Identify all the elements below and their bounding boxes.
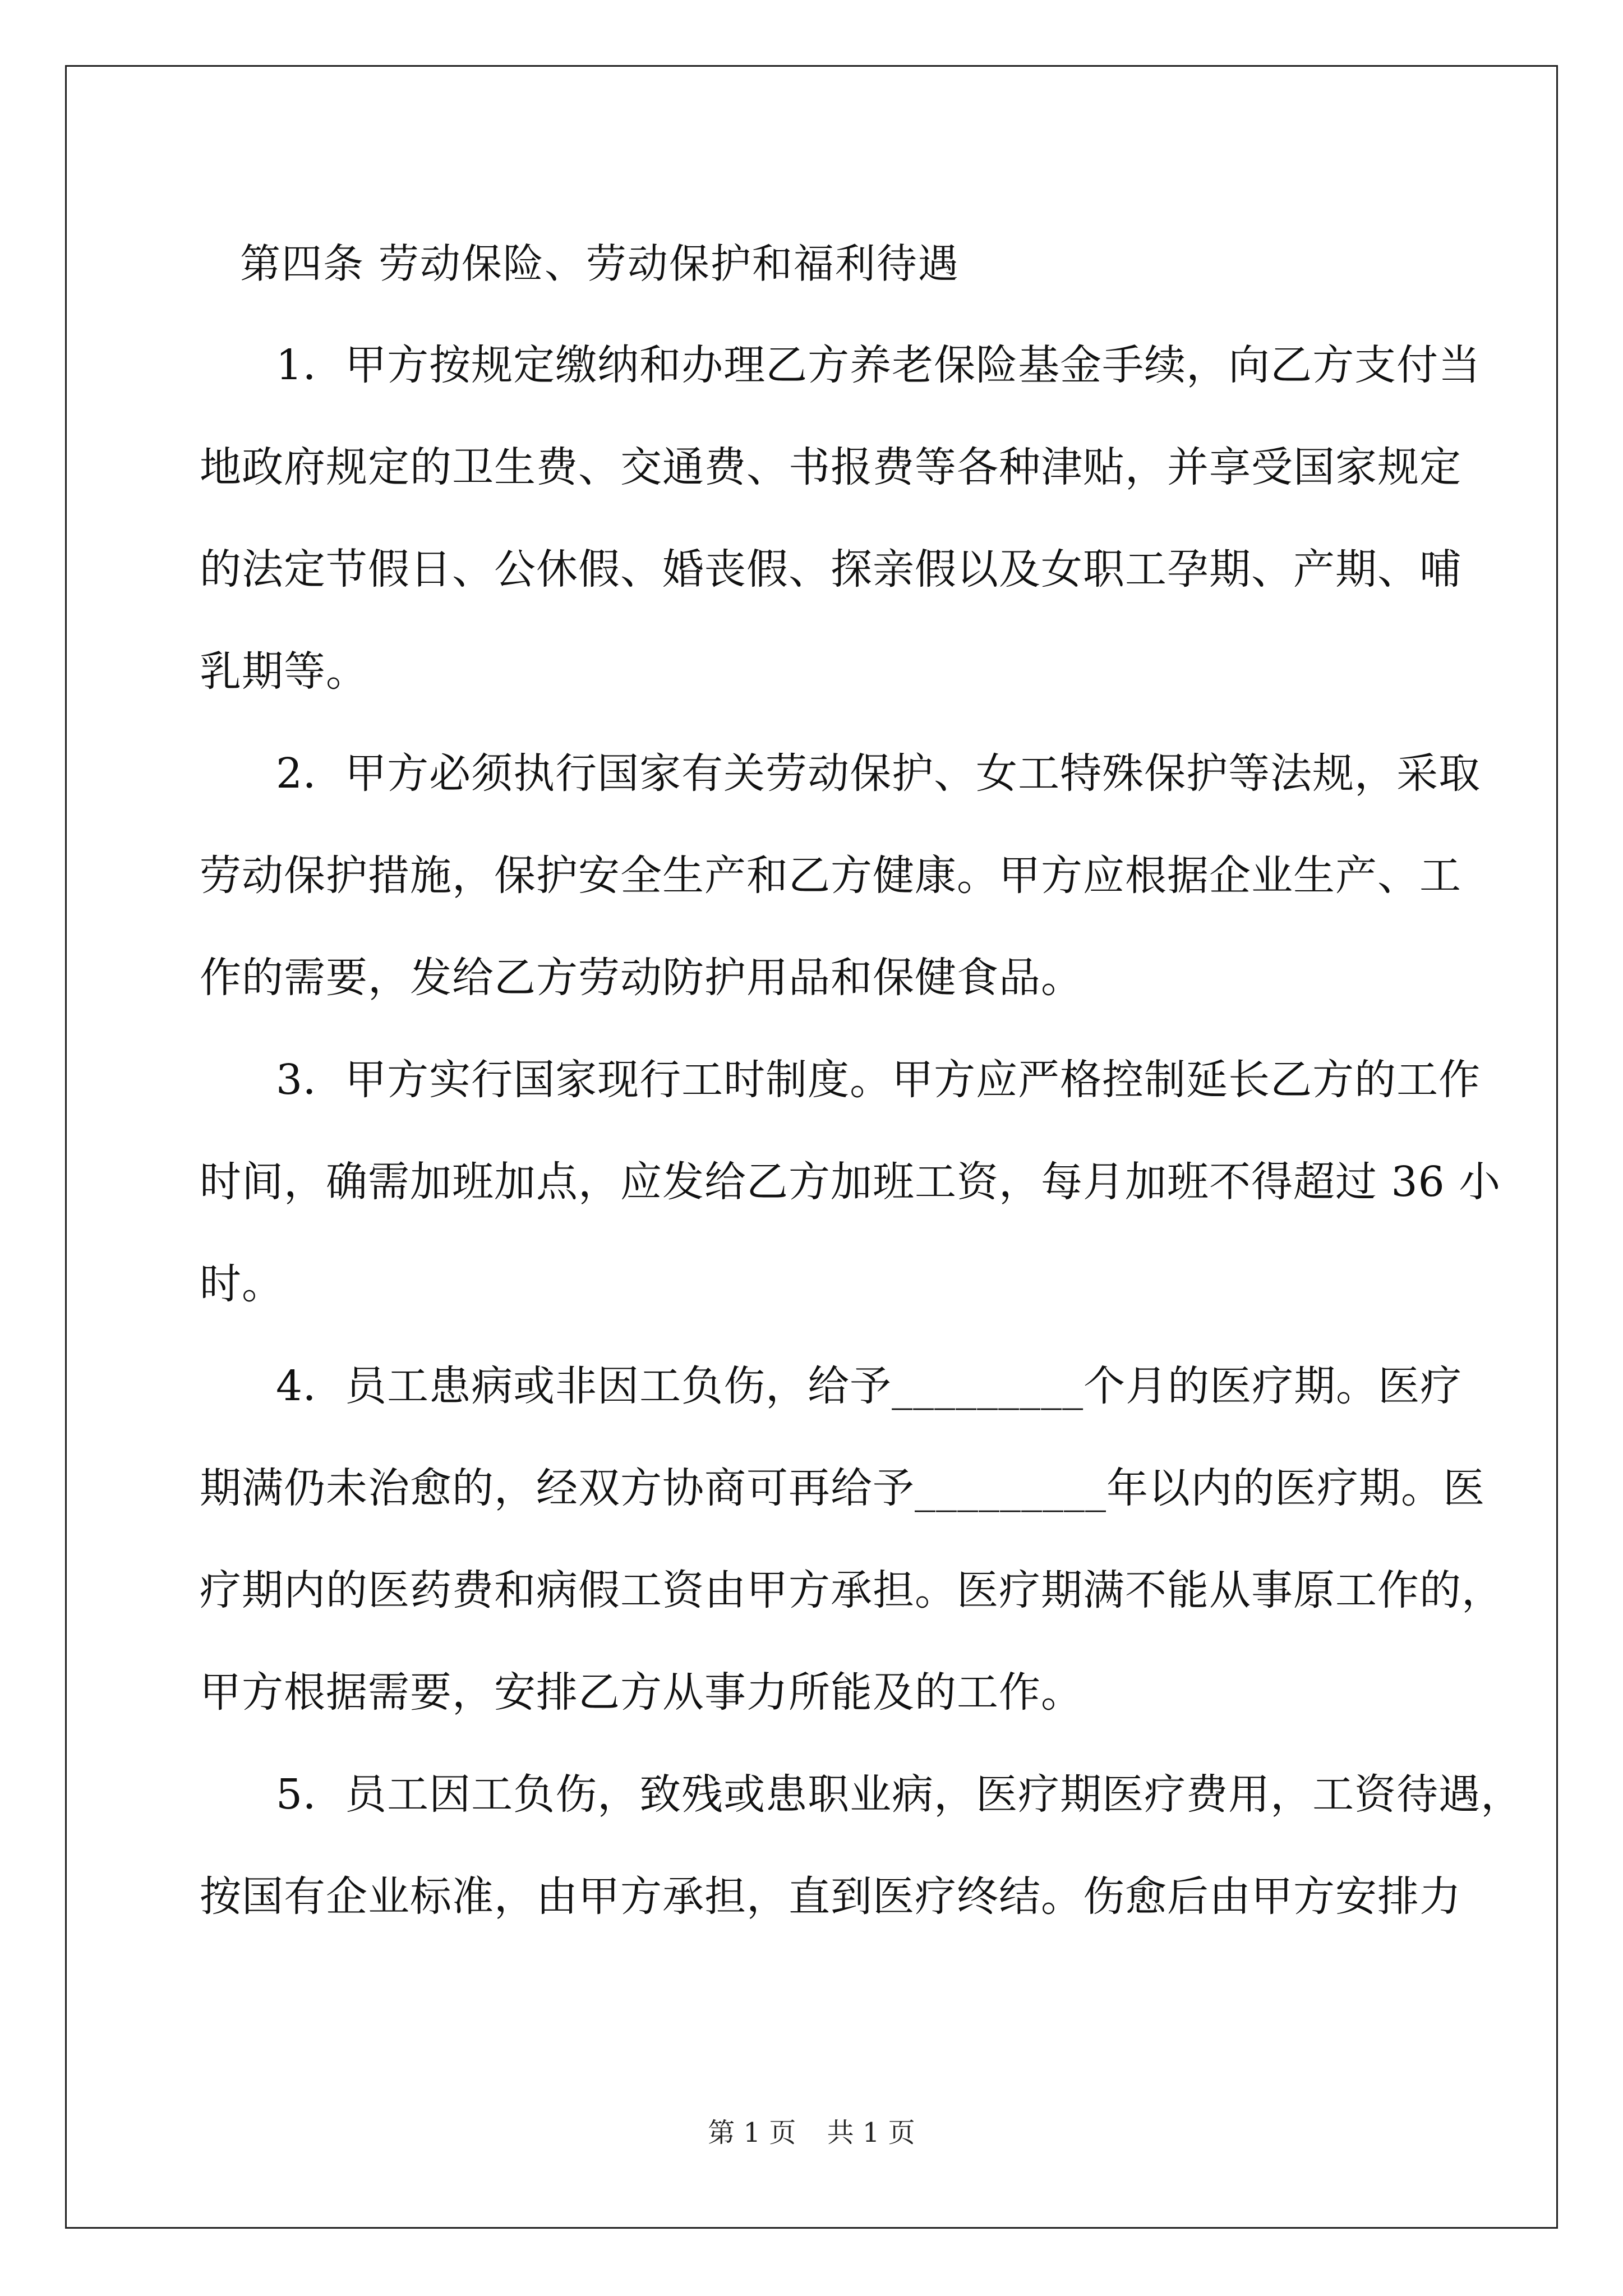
paragraph-line: 的法定节假日、公休假、婚丧假、探亲假以及女职工孕期、产期、哺 <box>200 545 1461 593</box>
paragraph-5 <box>200 1743 1523 1948</box>
paragraph-line: 4．员工患病或非因工负伤，给予_________个月的医疗期。医疗 <box>276 1362 1463 1410</box>
paragraph-4 <box>200 1335 1504 1743</box>
paragraph-2 <box>200 723 1481 1029</box>
article-heading: 第四条 劳动保险、劳动保护和福利待遇 <box>240 240 960 287</box>
paragraph-line: 时间，确需加班加点，应发给乙方加班工资，每月加班不得超过 36 小 <box>200 1158 1501 1206</box>
paragraph-line: 按国有企业标准，由甲方承担，直到医疗终结。伤愈后由甲方安排力 <box>200 1872 1461 1921</box>
paragraph-line: 3．甲方实行国家现行工时制度。甲方应严格控制延长乙方的工作 <box>276 1056 1481 1104</box>
paragraph-1 <box>200 314 1481 723</box>
paragraph-line: 乳期等。 <box>200 647 368 696</box>
paragraph-line: 作的需要，发给乙方劳动防护用品和保健食品。 <box>200 954 1083 1002</box>
paragraph-line: 疗期内的医药费和病假工资由甲方承担。医疗期满不能从事原工作的， <box>200 1566 1504 1614</box>
document-body <box>200 213 1523 1948</box>
paragraph-line: 期满仍未治愈的，经双方协商可再给予_________年以内的医疗期。医 <box>200 1464 1485 1512</box>
paragraph-line: 甲方根据需要，安排乙方从事力所能及的工作。 <box>200 1668 1083 1717</box>
paragraph-line: 2．甲方必须执行国家有关劳动保护、女工特殊保护等法规，采取 <box>276 749 1481 798</box>
paragraph-line: 劳动保护措施，保护安全生产和乙方健康。甲方应根据企业生产、工 <box>200 852 1461 900</box>
paragraph-3 <box>200 1029 1501 1335</box>
page-total: 共 1 页 <box>827 2117 915 2148</box>
page-footer <box>0 2116 1623 2150</box>
paragraph-line: 时。 <box>200 1260 284 1308</box>
paragraph-line: 5．员工因工负伤，致残或患职业病，医疗期医疗费用，工资待遇， <box>276 1770 1523 1819</box>
paragraph-line: 1．甲方按规定缴纳和办理乙方养老保险基金手续，向乙方支付当 <box>276 341 1481 389</box>
page-number: 第 1 页 <box>708 2117 796 2148</box>
paragraph-line: 地政府规定的卫生费、交通费、书报费等各种津贴，并享受国家规定 <box>200 443 1461 491</box>
